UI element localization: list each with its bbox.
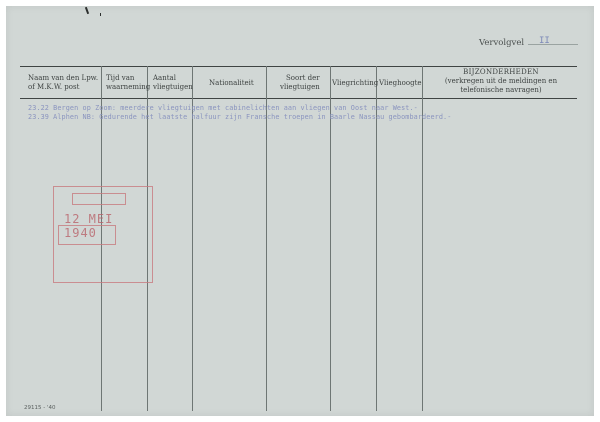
column-header-post: Naam van den Lpw. of M.K.W. post: [28, 74, 99, 91]
continuation-number: II: [539, 36, 550, 46]
continuation-label-text: Vervolgvel: [479, 38, 525, 48]
column-header-time: Tijd van waarneming: [106, 74, 151, 91]
column-header-direction: Vliegrichting: [332, 79, 379, 87]
staple-mark: [100, 13, 101, 16]
column-header-count: Aantal vliegtuigen: [153, 74, 193, 91]
column-header-altitude: Vlieghoogte: [379, 79, 422, 87]
column-header-type: Soort der vliegtuigen: [280, 74, 320, 91]
continuation-sheet-label: [479, 38, 578, 48]
stamp-date: 12 MEI 1940: [64, 212, 114, 240]
header-top-rule: [20, 66, 577, 67]
column-header-details: BIJZONDERHEDEN (verkregen uit de meldingen en telefonische navragen): [444, 68, 558, 94]
stamp-box: [72, 193, 126, 205]
stamp-inner-box: [58, 225, 116, 245]
form-code: 29115 - '40: [24, 405, 56, 411]
report-sheet: [6, 6, 594, 416]
received-stamp: [53, 186, 153, 283]
staple-mark: [85, 7, 89, 14]
log-entry: 23.22 Bergen op Zoom: meerdere vliegtuigen met cabinelichten aan vliegen van Oost naar West.-: [28, 104, 418, 112]
header-bottom-rule: [20, 98, 577, 99]
column-header-nationality: Nationaliteit: [209, 79, 254, 87]
log-entry: 23.39 Alphen NB: Gedurende het laatste halfuur zijn Fransche troepen in Baarle Nassau gebombardeerd.-: [28, 113, 452, 121]
